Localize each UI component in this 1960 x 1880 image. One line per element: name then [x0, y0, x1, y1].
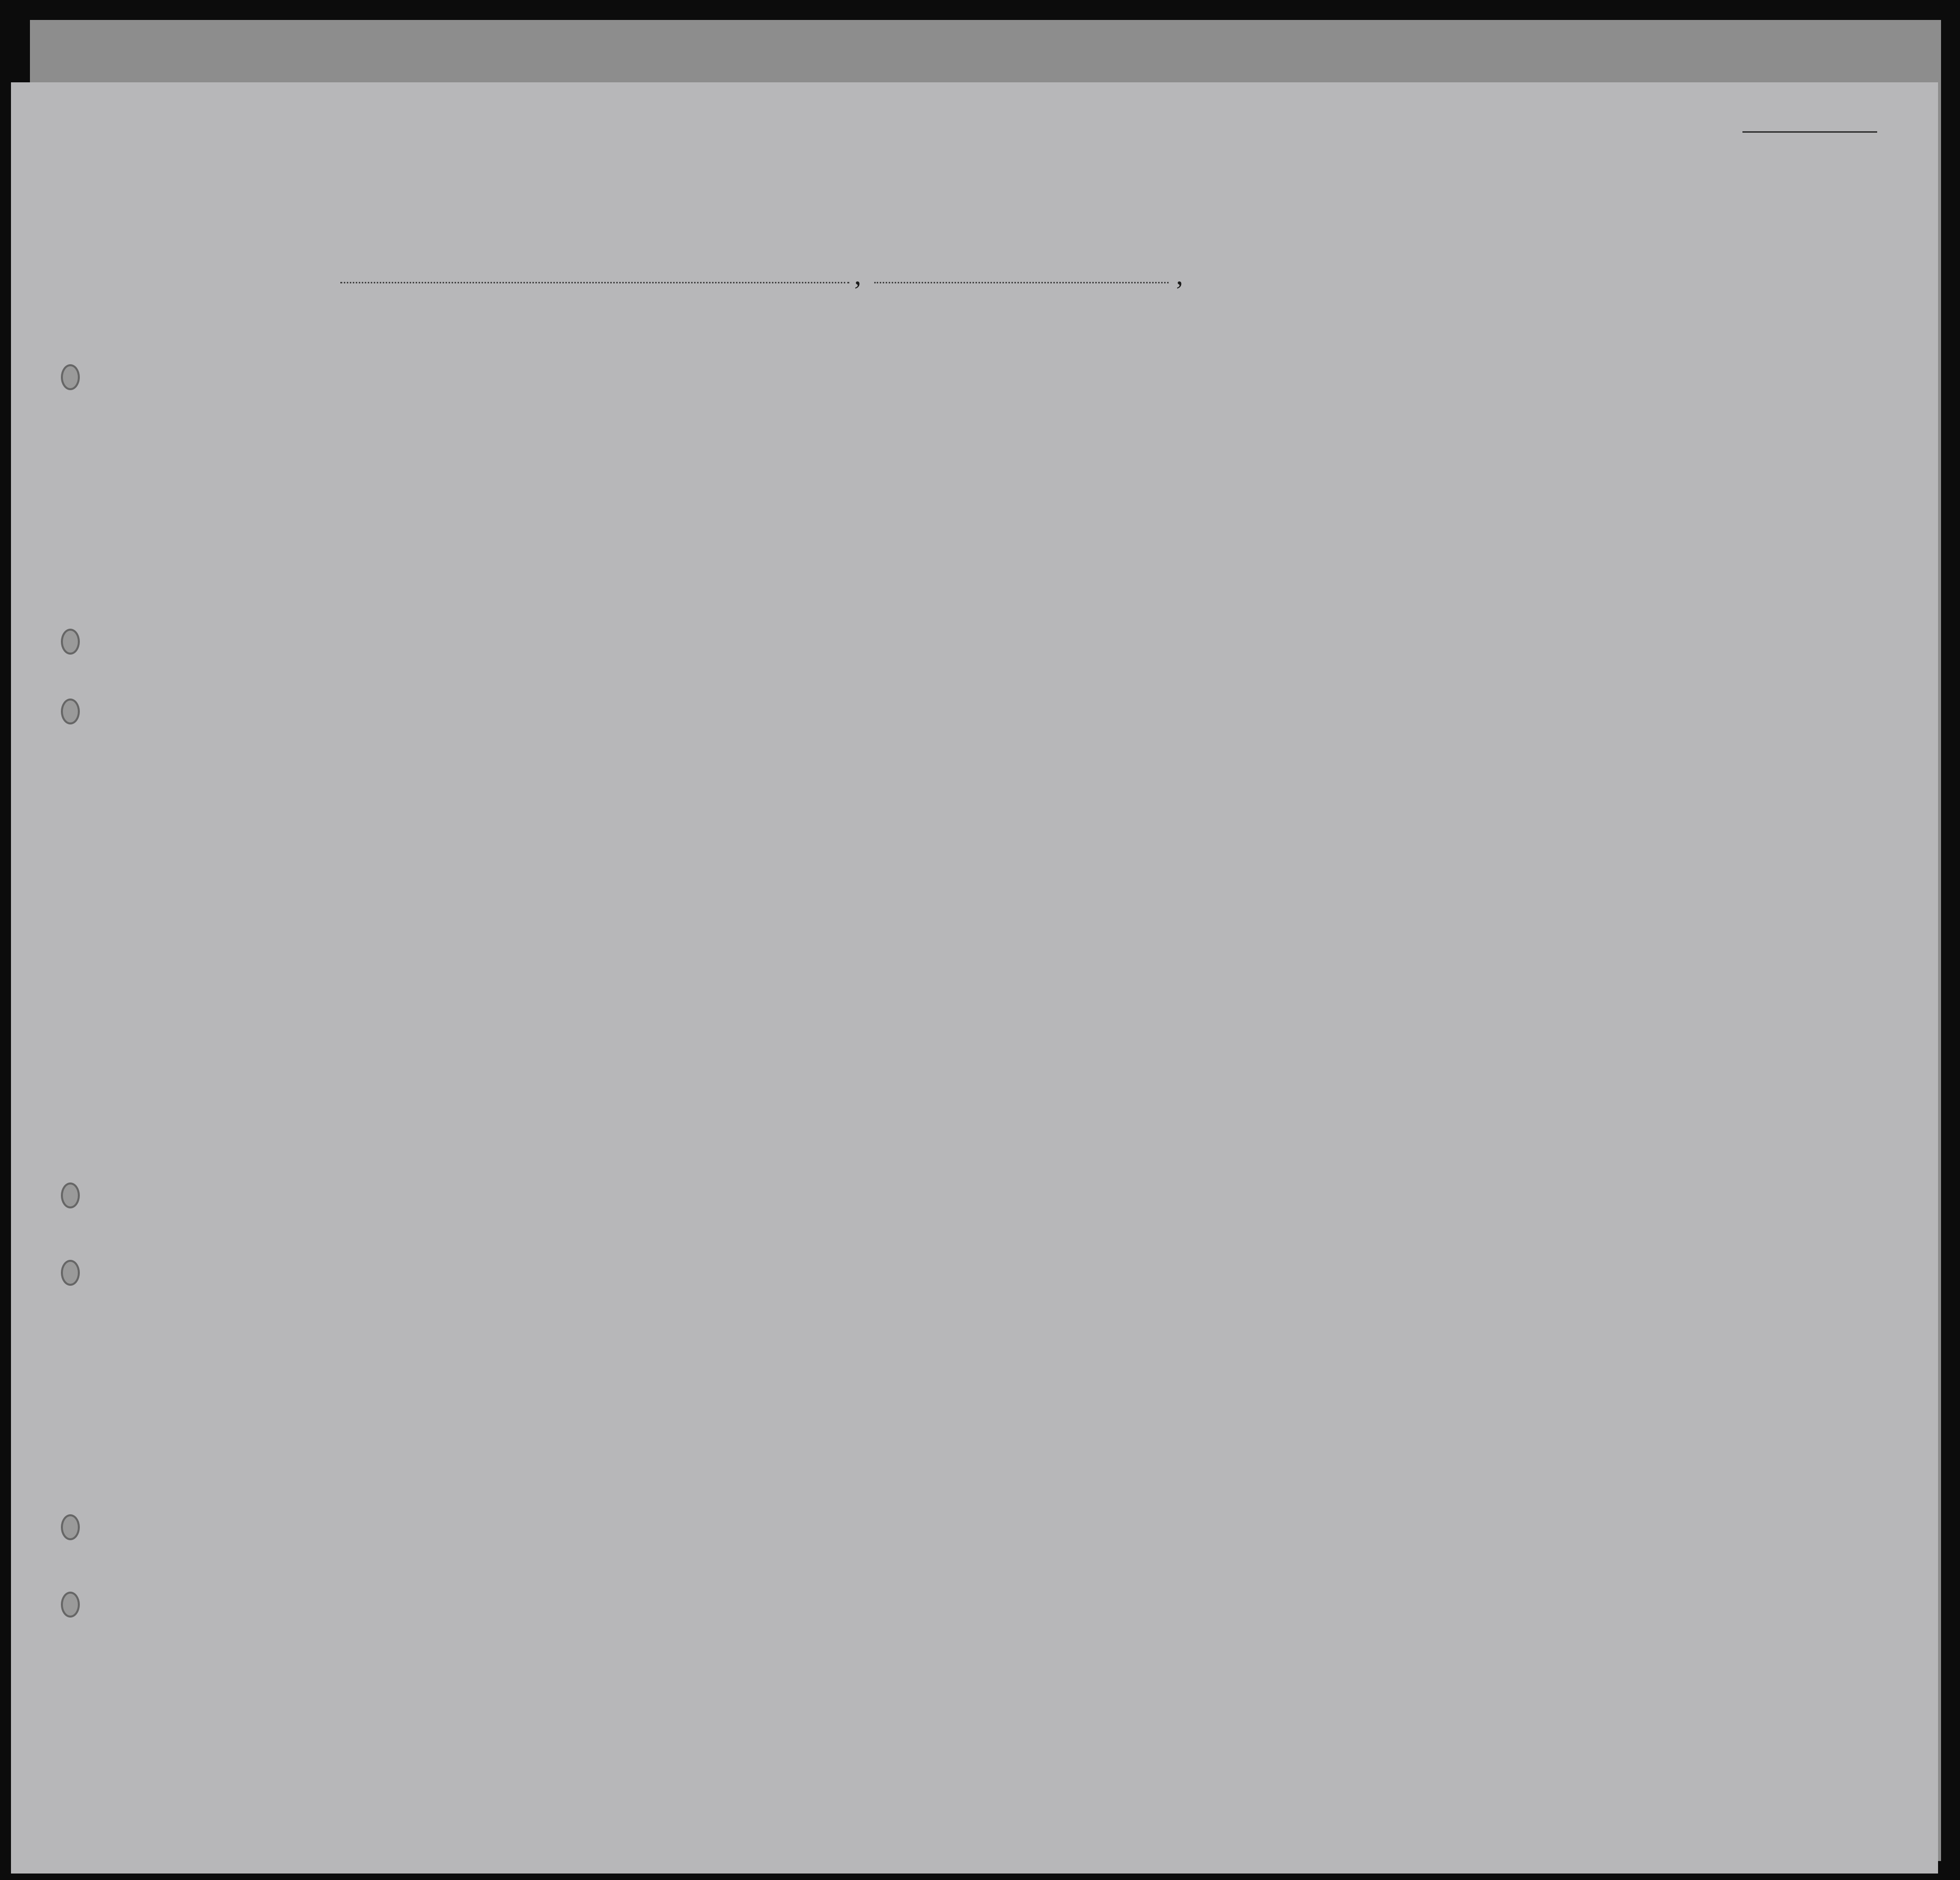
header-overthrow [1363, 352, 1409, 467]
punch-hole [61, 1182, 80, 1208]
punch-hole [61, 364, 80, 390]
punch-hole [61, 1260, 80, 1286]
form-grid [11, 82, 1938, 1874]
punch-hole [61, 1514, 80, 1540]
header-offer [1412, 352, 1445, 467]
port-underline [340, 282, 849, 283]
header-prison [1280, 352, 1312, 467]
header-money [700, 342, 731, 464]
punch-hole [61, 699, 80, 724]
manifest-sheet [11, 82, 1938, 1874]
header-length [1178, 356, 1245, 466]
comma: , [1176, 260, 1183, 291]
header-ticket [577, 342, 613, 464]
punch-hole [61, 629, 80, 655]
header-return-intent [1133, 356, 1177, 466]
header-deported [1447, 352, 1482, 467]
header-anarchist [1340, 352, 1361, 467]
comma: , [854, 260, 861, 291]
list-underline [1742, 131, 1877, 133]
date-underline [874, 282, 1169, 283]
header-polygamist [1314, 352, 1338, 467]
punch-hole [61, 1592, 80, 1618]
header-citizen [1247, 356, 1278, 466]
